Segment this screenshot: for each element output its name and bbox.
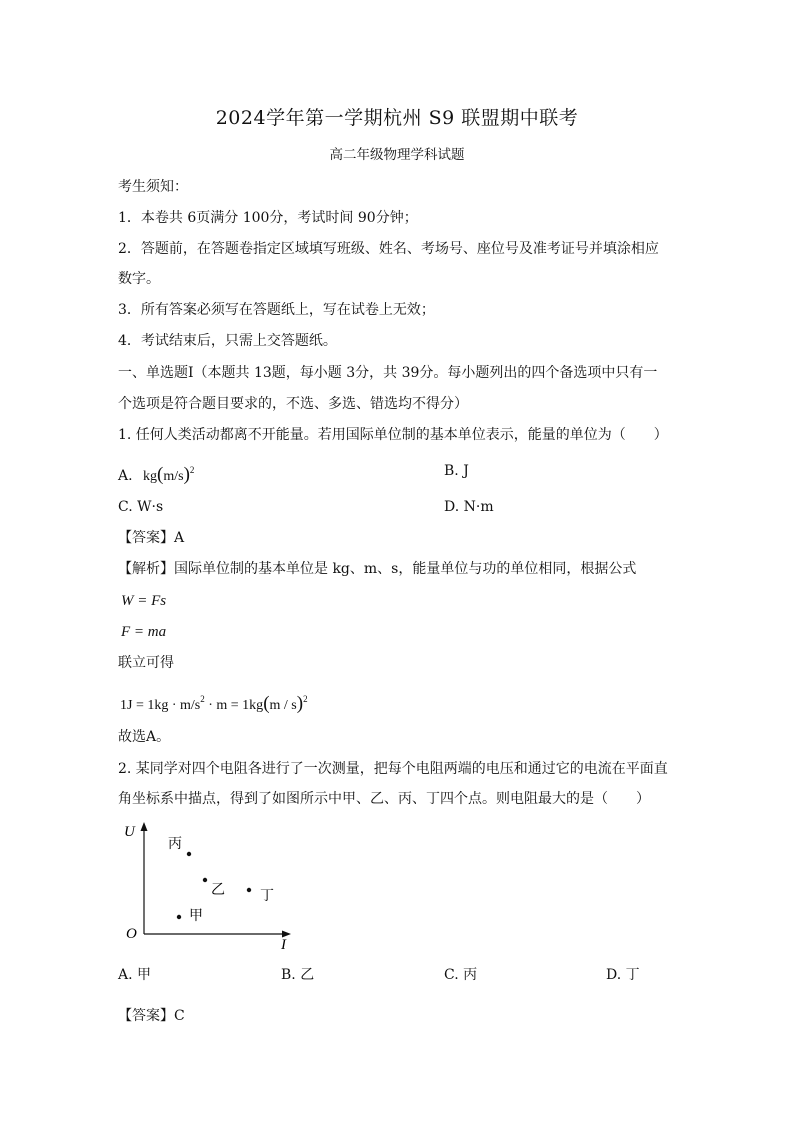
- x-axis-label: I: [281, 937, 286, 953]
- q2-answer: 【答案】C: [118, 1008, 185, 1024]
- origin-label: O: [126, 926, 137, 942]
- q1-conclusion: 故选A。: [118, 729, 171, 745]
- q1-option-a: [118, 461, 194, 486]
- q1-combine-text: 联立可得: [118, 655, 174, 671]
- y-axis-label: U: [124, 824, 135, 840]
- point-bing: [187, 852, 191, 856]
- notice-item: 3．所有答案必须写在答题纸上，写在试卷上无效；: [118, 302, 435, 318]
- question-1-stem: 1. 任何人类活动都离不开能量。若用国际单位制的基本单位表示，能量的单位为（ ）: [118, 427, 668, 443]
- q1-option-a-unit: kg: [143, 469, 158, 484]
- point-ding-label: 丁: [260, 889, 274, 904]
- point-jia-label: 甲: [189, 909, 203, 924]
- q1-option-a-exponent: 2: [189, 465, 195, 475]
- notice-item: 4．考试结束后，只需上交答题纸。: [118, 333, 337, 349]
- notice-heading: 考生须知：: [118, 179, 188, 195]
- q1-formula-energy-unit: $1J = 1kg \cdot m/s^2 \cdot m = 1kg(m / s)^2$: [120, 693, 308, 714]
- point-jia: [177, 915, 181, 919]
- q1-formula-work: W = Fs: [121, 593, 167, 609]
- page-title: 2024学年第一学期杭州 S9 联盟期中联考: [215, 107, 579, 129]
- point-bing-label: 丙: [168, 837, 182, 852]
- q1-option-a-label: A.: [118, 468, 133, 484]
- q1-option-c: C. W·s: [118, 499, 164, 515]
- y-axis-arrow: [141, 822, 148, 831]
- q1-option-a-math: $kg(m/s)^2$: [143, 464, 195, 485]
- q1-analysis: 【解析】国际单位制的基本单位是 kg、m、s，能量单位与功的单位相同，根据公式: [118, 561, 637, 577]
- notice-item: 数字。: [118, 271, 160, 287]
- q1-option-a-inner: m/s: [163, 469, 184, 484]
- page-subtitle: 高二年级物理学科试题: [329, 147, 465, 163]
- point-ding: [247, 888, 251, 892]
- question-2-stem: 2. 某同学对四个电阻各进行了一次测量，把每个电阻两端的电压和通过它的电流在平面直: [118, 761, 668, 777]
- q1-formula3-exp2: 2: [303, 694, 308, 704]
- notice-item: 2．答题前，在答题卷指定区域填写班级、姓名、考场号、座位号及准考证号并填涂相应: [118, 241, 659, 257]
- section-heading: 一、单选题Ⅰ（本题共 13题，每小题 3分，共 39分。每小题列出的四个备选项中只有一: [118, 365, 658, 381]
- point-yi-label: 乙: [211, 883, 225, 898]
- q1-formula3-part-a: 1J = 1kg · m/s: [120, 698, 201, 713]
- q1-answer: 【答案】A: [118, 530, 185, 546]
- q2-option-c: C. 丙: [444, 967, 478, 983]
- q2-option-b: B. 乙: [281, 967, 315, 983]
- ui-graph: [118, 820, 308, 955]
- q2-option-a: A. 甲: [118, 967, 152, 983]
- q2-option-d: D. 丁: [606, 967, 640, 983]
- notice-item: 1．本卷共 6页满分 100分，考试时间 90分钟；: [118, 210, 418, 226]
- q1-formula-force: F = ma: [121, 624, 167, 640]
- q1-formula3-exp1: 2: [200, 694, 205, 704]
- q1-option-d: D. N·m: [444, 499, 494, 515]
- q1-formula3-part-b: · m = 1kg: [204, 698, 264, 713]
- q1-formula3-inner: m / s: [269, 698, 297, 713]
- q1-option-b: B. J: [444, 463, 469, 479]
- question-2-stem-cont: 角坐标系中描点，得到了如图所示中甲、乙、丙、丁四个点。则电阻最大的是（ ）: [118, 791, 650, 807]
- section-heading-cont: 个选项是符合题目要求的，不选、多选、错选均不得分）: [118, 396, 468, 412]
- point-yi: [203, 878, 207, 882]
